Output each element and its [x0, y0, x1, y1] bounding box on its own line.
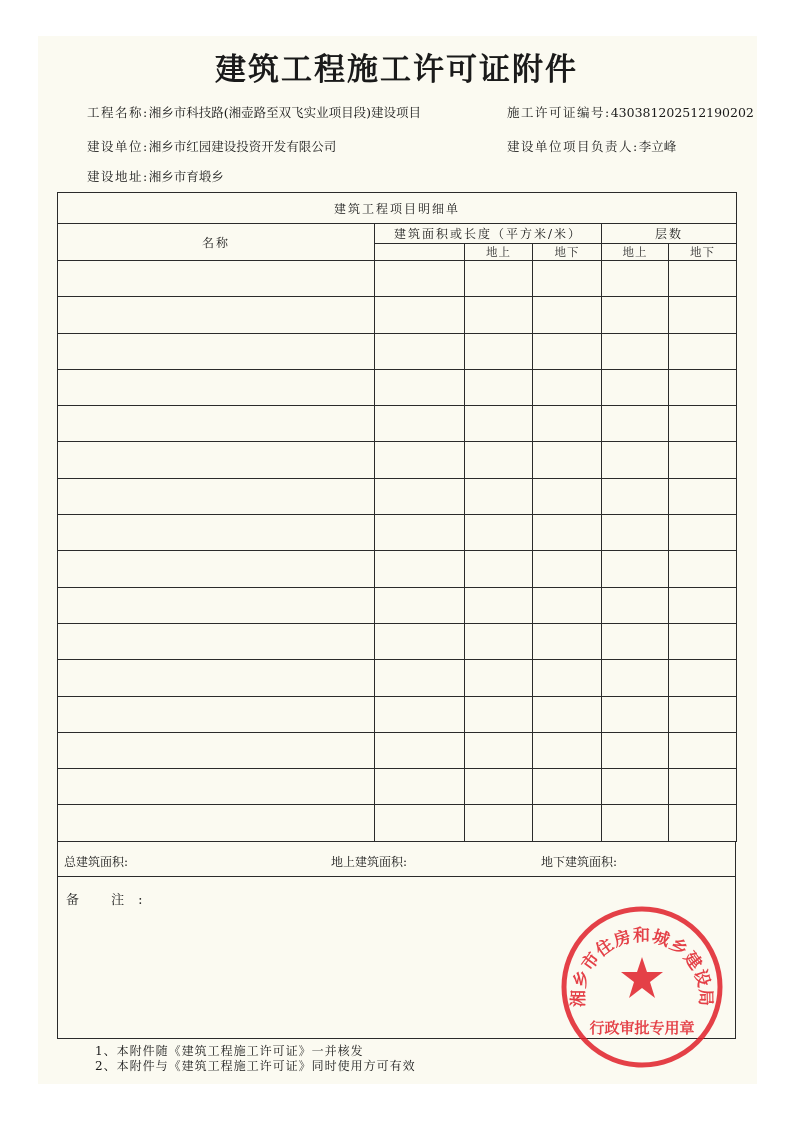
- table-row: [58, 261, 737, 297]
- table-cell: [669, 732, 737, 768]
- table-cell: [375, 732, 465, 768]
- table-cell: [465, 261, 533, 297]
- table-cell: [58, 515, 375, 551]
- table-row: [58, 732, 737, 768]
- col-floors-header: 层数: [602, 224, 737, 244]
- table-cell: [58, 261, 375, 297]
- table-cell: [465, 515, 533, 551]
- table-row: [58, 696, 737, 732]
- table-cell: [669, 333, 737, 369]
- table-cell: [602, 696, 669, 732]
- table-cell: [669, 406, 737, 442]
- project-detail-table: [57, 192, 737, 842]
- above-area-label: 地上建筑面积:: [331, 855, 408, 869]
- table-cell: [669, 297, 737, 333]
- table-cell: [533, 261, 602, 297]
- unit-row: [87, 137, 336, 155]
- svg-text:湘乡市住房和城乡建设局: 湘乡市住房和城乡建设局: [568, 926, 716, 1008]
- table-row: [58, 442, 737, 478]
- table-cell: [533, 442, 602, 478]
- table-cell: [465, 297, 533, 333]
- table-cell: [669, 551, 737, 587]
- permit-no-value: 430381202512190202: [610, 105, 754, 120]
- table-cell: [602, 769, 669, 805]
- table-cell: [533, 515, 602, 551]
- table-cell: [602, 587, 669, 623]
- table-cell: [465, 333, 533, 369]
- table-cell: [669, 696, 737, 732]
- manager-row: [507, 137, 676, 155]
- col-area-header: 建筑面积或长度（平方米/米）: [375, 224, 602, 244]
- table-cell: [375, 805, 465, 841]
- table-cell: [602, 478, 669, 514]
- table-cell: [533, 551, 602, 587]
- table-cell: [465, 442, 533, 478]
- table-cell: [602, 623, 669, 659]
- table-cell: [58, 297, 375, 333]
- table-cell: [533, 623, 602, 659]
- table-cell: [465, 406, 533, 442]
- table-row: [58, 297, 737, 333]
- table-cell: [58, 805, 375, 841]
- table-cell: [375, 261, 465, 297]
- table-cell: [533, 333, 602, 369]
- table-cell: [602, 515, 669, 551]
- table-cell: [669, 660, 737, 696]
- below-area-label: 地下建筑面积:: [541, 855, 618, 869]
- table-cell: [465, 660, 533, 696]
- table-cell: [375, 769, 465, 805]
- table-cell: [533, 696, 602, 732]
- table-row: [58, 551, 737, 587]
- table-cell: [669, 623, 737, 659]
- area-above-header: 地上: [465, 244, 533, 261]
- project-name-row: [87, 103, 421, 121]
- table-cell: [58, 442, 375, 478]
- remarks-label: 备 注:: [66, 893, 157, 908]
- table-cell: [602, 333, 669, 369]
- project-name-value: 湘乡市科技路(湘壶路至双飞实业项目段)建设项目: [148, 105, 421, 120]
- table-cell: [465, 623, 533, 659]
- table-row: [58, 406, 737, 442]
- table-cell: [669, 478, 737, 514]
- table-cell: [669, 369, 737, 405]
- table-cell: [58, 406, 375, 442]
- table-cell: [602, 660, 669, 696]
- table-cell: [465, 478, 533, 514]
- table-cell: [465, 369, 533, 405]
- table-cell: [58, 478, 375, 514]
- table-cell: [669, 442, 737, 478]
- table-row: [58, 478, 737, 514]
- manager-value: 李立峰: [638, 139, 677, 154]
- table-cell: [58, 732, 375, 768]
- table-cell: [533, 660, 602, 696]
- table-cell: [375, 369, 465, 405]
- table-cell: [669, 805, 737, 841]
- table-cell: [533, 297, 602, 333]
- table-caption: 建筑工程项目明细单: [58, 193, 737, 224]
- seal-star-icon: [621, 957, 663, 998]
- table-cell: [533, 732, 602, 768]
- permit-no-label: 施工许可证编号:: [507, 105, 611, 120]
- table-cell: [375, 333, 465, 369]
- footnotes: [95, 1044, 416, 1074]
- area-below-header: 地下: [533, 244, 602, 261]
- table-cell: [533, 478, 602, 514]
- table-cell: [58, 696, 375, 732]
- project-name-label: 工程名称:: [87, 105, 149, 120]
- table-cell: [58, 660, 375, 696]
- totals-row: [57, 841, 736, 877]
- table-cell: [465, 805, 533, 841]
- table-cell: [375, 660, 465, 696]
- table-row: [58, 805, 737, 841]
- table-cell: [375, 515, 465, 551]
- table-cell: [669, 515, 737, 551]
- table-cell: [669, 769, 737, 805]
- manager-label: 建设单位项目负责人:: [507, 139, 639, 154]
- table-row: [58, 769, 737, 805]
- table-body: [58, 261, 737, 842]
- table-row: [58, 515, 737, 551]
- table-row: [58, 623, 737, 659]
- table-cell: [533, 406, 602, 442]
- table-cell: [375, 696, 465, 732]
- table-cell: [602, 369, 669, 405]
- table-row: [58, 369, 737, 405]
- floors-above-header: 地上: [602, 244, 669, 261]
- permit-no-row: [507, 103, 754, 121]
- table-cell: [669, 587, 737, 623]
- table-row: [58, 587, 737, 623]
- table-row: [58, 333, 737, 369]
- table-cell: [669, 261, 737, 297]
- total-area-label: 总建筑面积:: [64, 855, 129, 869]
- svg-text:行政审批专用章: 行政审批专用章: [589, 1019, 695, 1037]
- table-cell: [375, 551, 465, 587]
- table-cell: [602, 442, 669, 478]
- table-cell: [533, 769, 602, 805]
- table-cell: [533, 805, 602, 841]
- table-cell: [465, 551, 533, 587]
- table-cell: [602, 551, 669, 587]
- address-value: 湘乡市育塅乡: [148, 169, 224, 184]
- table-cell: [375, 297, 465, 333]
- table-cell: [465, 696, 533, 732]
- unit-value: 湘乡市红园建设投资开发有限公司: [148, 139, 337, 154]
- table-cell: [58, 587, 375, 623]
- page-title: 建筑工程施工许可证附件: [215, 52, 578, 88]
- address-row: [87, 167, 224, 185]
- table-cell: [465, 587, 533, 623]
- table-cell: [58, 551, 375, 587]
- table-cell: [465, 769, 533, 805]
- col-name-header: 名称: [58, 224, 375, 261]
- unit-label: 建设单位:: [87, 139, 149, 154]
- table-cell: [533, 587, 602, 623]
- table-cell: [375, 442, 465, 478]
- address-label: 建设地址:: [87, 169, 149, 184]
- table-cell: [58, 769, 375, 805]
- table-row: [58, 660, 737, 696]
- table-cell: [602, 805, 669, 841]
- table-cell: [602, 732, 669, 768]
- footnote-1: 1、本附件随《建筑工程施工许可证》一并核发: [95, 1044, 364, 1058]
- area-spacer-cell: [375, 244, 465, 261]
- footnote-2: 2、本附件与《建筑工程施工许可证》同时使用方可有效: [95, 1059, 416, 1073]
- table-cell: [58, 369, 375, 405]
- table-cell: [58, 333, 375, 369]
- table-cell: [58, 623, 375, 659]
- table-cell: [465, 732, 533, 768]
- table-cell: [602, 261, 669, 297]
- table-cell: [375, 478, 465, 514]
- official-seal: [558, 903, 726, 1071]
- table-cell: [375, 587, 465, 623]
- table-cell: [375, 406, 465, 442]
- table-cell: [602, 406, 669, 442]
- floors-below-header: 地下: [669, 244, 737, 261]
- table-cell: [375, 623, 465, 659]
- table-cell: [533, 369, 602, 405]
- table-cell: [602, 297, 669, 333]
